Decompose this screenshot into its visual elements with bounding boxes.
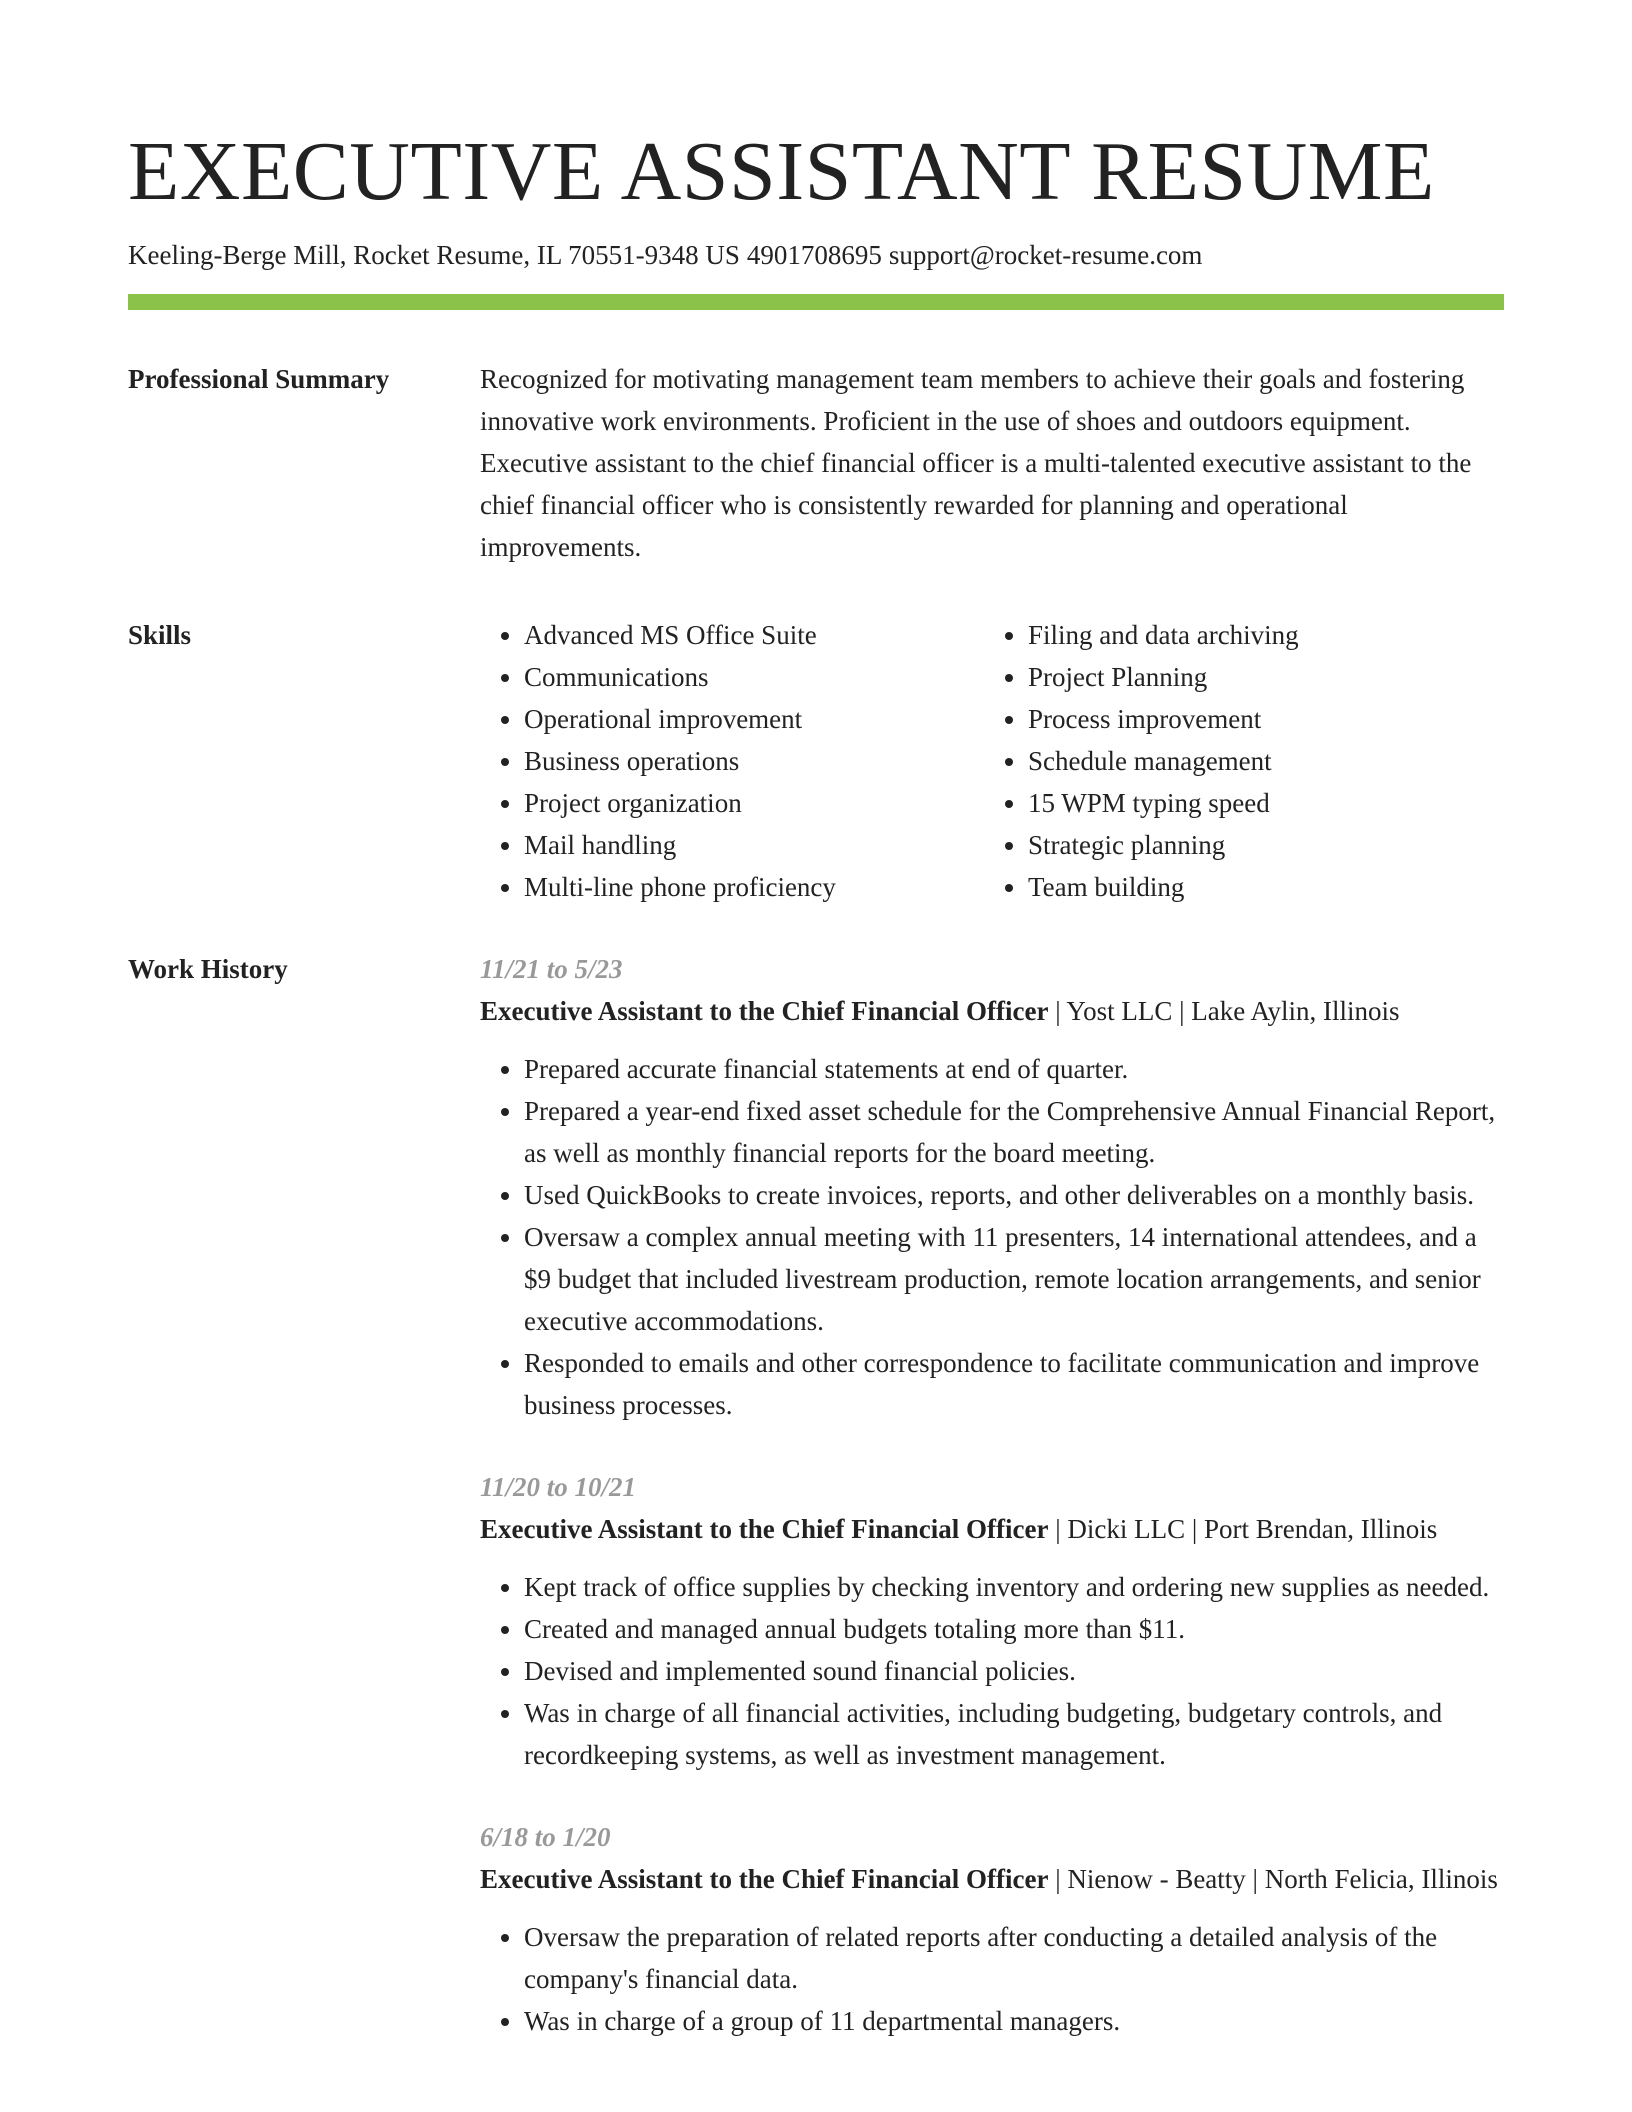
skills-heading: Skills	[128, 620, 192, 650]
job-bullet: • Was in charge of all financial activities, including budgeting, budgetary controls, and recordkeeping systems, as well as investment management.	[524, 1692, 1504, 1776]
job-bullet: • Oversaw the preparation of related reports after conducting a detailed analysis of the company's financial data.	[524, 1916, 1504, 2000]
work-history-body	[480, 948, 1504, 2082]
job-bullet: • Was in charge of a group of 11 departmental managers.	[524, 2000, 1504, 2042]
skills-section	[128, 614, 1504, 908]
skills-list-right	[984, 614, 1488, 908]
job-bullet: • Used QuickBooks to create invoices, reports, and other deliverables on a monthly basis.	[524, 1174, 1504, 1216]
work-history-heading: Work History	[128, 954, 288, 984]
skill-item: • Strategic planning	[1028, 824, 1488, 866]
job-header	[480, 1858, 1504, 1900]
skill-item: • Communications	[524, 656, 984, 698]
skill-item: • Mail handling	[524, 824, 984, 866]
job-bullet: • Devised and implemented sound financial policies.	[524, 1650, 1504, 1692]
job-bullets	[480, 1048, 1504, 1426]
contact-email: support@rocket-resume.com	[888, 240, 1203, 270]
job-dates: 11/20 to 10/21	[480, 1472, 637, 1502]
skill-item: • Project organization	[524, 782, 984, 824]
contact-line	[128, 238, 1504, 272]
job-bullet: • Responded to emails and other correspondence to facilitate communication and improve business processes.	[524, 1342, 1504, 1426]
job-details: | Yost LLC | Lake Aylin, Illinois	[1048, 996, 1400, 1026]
job-bullets	[480, 1566, 1504, 1776]
job-bullet: • Created and managed annual budgets totaling more than $11.	[524, 1608, 1504, 1650]
job-bullet: • Prepared a year-end fixed asset schedule for the Comprehensive Annual Financial Report, as well as monthly financial reports for the board meeting.	[524, 1090, 1504, 1174]
job-bullets	[480, 1916, 1504, 2042]
skill-item: • Project Planning	[1028, 656, 1488, 698]
job-entry	[480, 948, 1504, 1426]
job-title: Executive Assistant to the Chief Financial Officer	[480, 1864, 1049, 1894]
job-bullet: • Prepared accurate financial statements at end of quarter.	[524, 1048, 1504, 1090]
job-header	[480, 1508, 1504, 1550]
skills-list-left	[480, 614, 984, 908]
skill-item: • Business operations	[524, 740, 984, 782]
job-entry	[480, 1816, 1504, 2042]
job-details: | Dicki LLC | Port Brendan, Illinois	[1048, 1514, 1438, 1544]
skill-item: • Advanced MS Office Suite	[524, 614, 984, 656]
job-dates: 11/21 to 5/23	[480, 954, 623, 984]
skill-item: • 15 WPM typing speed	[1028, 782, 1488, 824]
skill-item: • Process improvement	[1028, 698, 1488, 740]
job-title: Executive Assistant to the Chief Financial Officer	[480, 996, 1049, 1026]
summary-section	[128, 358, 1504, 568]
skill-item: • Operational improvement	[524, 698, 984, 740]
job-header	[480, 990, 1504, 1032]
skill-item: • Multi-line phone proficiency	[524, 866, 984, 908]
job-bullet: • Oversaw a complex annual meeting with 11 presenters, 14 international attendees, and a $9 budget that included livestream production, remote location arrangements, and senior executive accommodations.	[524, 1216, 1504, 1342]
contact-address: Keeling-Berge Mill, Rocket Resume, IL 70551-9348 US	[128, 240, 740, 270]
header-divider	[128, 294, 1504, 310]
job-entry	[480, 1466, 1504, 1776]
summary-text: Recognized for motivating management team members to achieve their goals and fostering innovative work environments. Proficient in the use of shoes and outdoors equipment. Executive assistant to the chief financial officer is a multi-talented executive assistant to the chief financial officer who is consistently rewarded for planning and operational improvements.	[480, 364, 1472, 562]
skill-item: • Team building	[1028, 866, 1488, 908]
skill-item: • Schedule management	[1028, 740, 1488, 782]
contact-phone: 4901708695	[746, 240, 882, 270]
job-bullet: • Kept track of office supplies by checking inventory and ordering new supplies as needed.	[524, 1566, 1504, 1608]
resume-page	[128, 0, 1504, 2082]
job-details: | Nienow - Beatty | North Felicia, Illinois	[1048, 1864, 1498, 1894]
work-history-section	[128, 948, 1504, 2082]
summary-heading: Professional Summary	[128, 364, 390, 394]
job-dates: 6/18 to 1/20	[480, 1822, 611, 1852]
resume-title: EXECUTIVE ASSISTANT RESUME	[128, 125, 1435, 218]
summary-body	[480, 358, 1504, 568]
skill-item: • Filing and data archiving	[1028, 614, 1488, 656]
job-title: Executive Assistant to the Chief Financial Officer	[480, 1514, 1049, 1544]
skills-columns	[480, 614, 1504, 908]
